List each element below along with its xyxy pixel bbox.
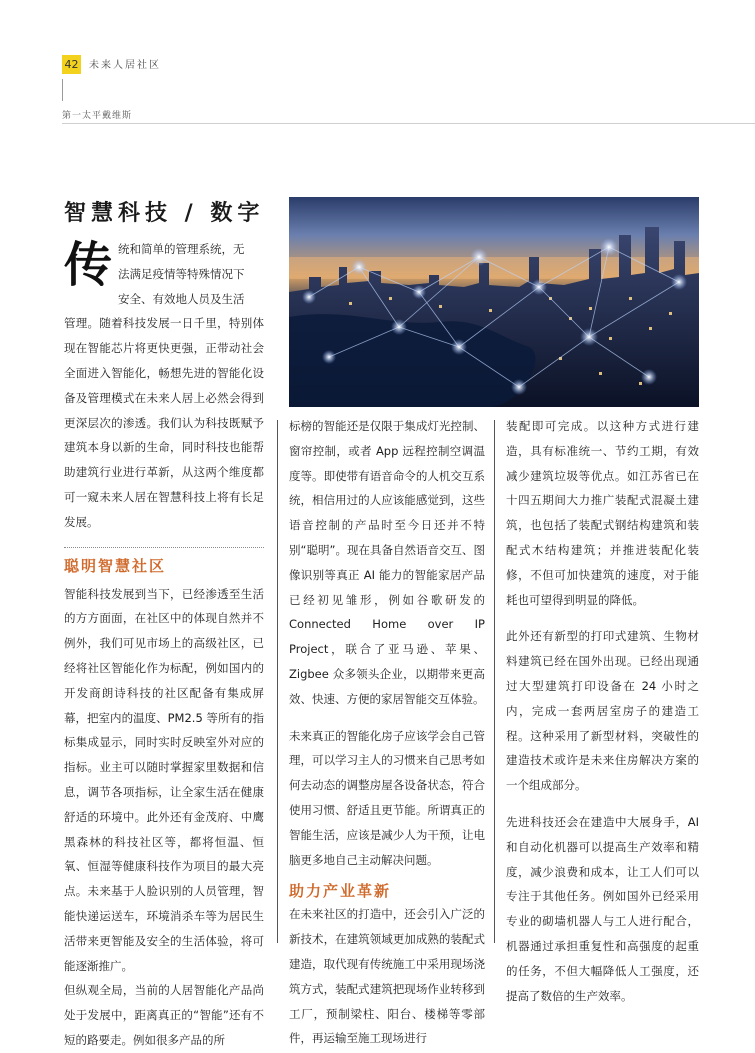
paragraph: 装配即可完成。以这种方式进行建造，具有标准统一、节约工期，有效减少建筑垃圾等优点。如江苏省已在十四五期间大力推广装配式混凝土建筑，也包括了装配式钢结构建筑和装配式木结构建筑；并推进装配化装修，不但可加快建筑的速度，对于能耗也可望得到明显的降低。 <box>506 419 699 607</box>
header-divider <box>62 79 63 101</box>
paragraph: 此外还有新型的打印式建筑、生物材料建筑已经在国外出现。已经出现通过大型建筑打印设备在 24 小时之内，完成一套两居室房子的建造工程。这种采用了新型材料，突破性的建造技术或许是未来住房解决方案的一个组成部分。 <box>506 629 699 793</box>
article-column-3 <box>506 414 699 1008</box>
paragraph: 智能科技发展到当下，已经渗透至生活的方方面面，在社区中的体现自然并不例外，我们可见市场上的高级社区，已经将社区智能化作为标配，例如国内的开发商朗诗科技的社区配备有集成屏幕，把室内的温度、PM2.5 等所有的指标集成显示，同时实时反映室外对应的指标。业主可以随时掌握家里数据和信息，调节各项指标，让全家生活在健康舒适的环境中。此外还有金茂府、中鹰黑森林的科技社区等，都将恒温、恒氧、恒湿等健康科技作为项目的最大亮点。未来基于人脸识别的人员管理，智能快递运送车，环境消杀车等为居民生活带来更智能及安全的生活体验，将可能逐渐推广。 <box>64 586 264 973</box>
dropcap: 传 <box>64 237 113 293</box>
city-network-illustration <box>289 197 699 407</box>
article-column-1 <box>64 237 264 1053</box>
intro-line: 统和简单的管理系统，无 <box>118 242 245 256</box>
paragraph: 标榜的智能还是仅限于集成灯光控制、窗帘控制，或者 App 远程控制空调温度等。即使带有语音命令的人机交互系统，相信用过的人应该能感觉到，这些语音控制的产品时至今日还并不特别“聪明”。现在具备自然语音交互、图像识别等真正 AI 能力的智能家居产品已经初见雏形，例如谷歌研发的 Connected Home over IP Project，联合了亚马逊、苹果、Zigbee 众多领头企业，以期带来更高效、快速、方便的家居智能交互体验。 <box>289 419 485 706</box>
intro-rest: 管理。随着科技发展一日千里，特别体现在智能芯片将更快更强，正带动社会全面进入智能化，畅想先进的智能化设备及管理模式在未来人居上必然会得到更深层次的渗透。我们认为科技既赋予建筑本身以新的生命，同时科技也能帮助建筑行业进行革新，从这两个维度都可一窥未来人居在智慧科技上将有长足发展。 <box>64 316 264 529</box>
paragraph: 在未来社区的打造中，还会引入广泛的新技术，在建筑领域更加成熟的装配式建造，取代现有传统施工中采用现场浇筑方式，装配式建筑把现场作业转移到工厂，预制梁柱、阳台、楼梯等零部件，再运输至施工现场进行 <box>289 907 485 1046</box>
intro-paragraph <box>64 237 264 535</box>
dotted-divider <box>64 547 264 548</box>
intro-line: 安全、有效地人员及生活 <box>118 291 245 306</box>
intro-line: 法满足疫情等特殊情况下 <box>118 266 245 281</box>
section-label: 第一太平戴维斯 <box>62 111 133 121</box>
smart-city-night-photo <box>289 197 699 407</box>
article-title: 智慧科技 / 数字 <box>64 201 265 226</box>
subheading-smart-community: 聪明智慧社区 <box>64 556 167 575</box>
paragraph: 但纵观全局，当前的人居智能化产品尚处于发展中，距离真正的“智能”还有不短的路要走。例如很多产品的所 <box>64 983 264 1047</box>
paragraph: 未来真正的智能化房子应该学会自己管理，可以学习主人的习惯来自己思考如何去动态的调整房屋各设备状态，符合使用习惯、舒适且更节能。所谓真正的智能生活，应该是减少人为干预，让电脑更多地自己主动解决问题。 <box>289 728 485 867</box>
paragraph: 先进科技还会在建造中大展身手，AI 和自动化机器可以提高生产效率和精度，减少浪费和成本，让工人们可以专注于其他任务。例如国外已经采用专业的砌墙机器人与工人进行配合，机器通过承担重复性和高强度的起重的任务，不但大幅降低人工强度，还提高了数倍的生产效率。 <box>506 814 699 1003</box>
subheading-industry-innovation: 助力产业革新 <box>289 882 392 901</box>
article-column-2 <box>289 414 485 1051</box>
column-rule <box>277 420 278 943</box>
column-rule <box>494 420 495 943</box>
magazine-title: 未来人居社区 <box>89 60 161 71</box>
section-rule <box>62 123 755 124</box>
page-number: 42 <box>62 55 81 74</box>
